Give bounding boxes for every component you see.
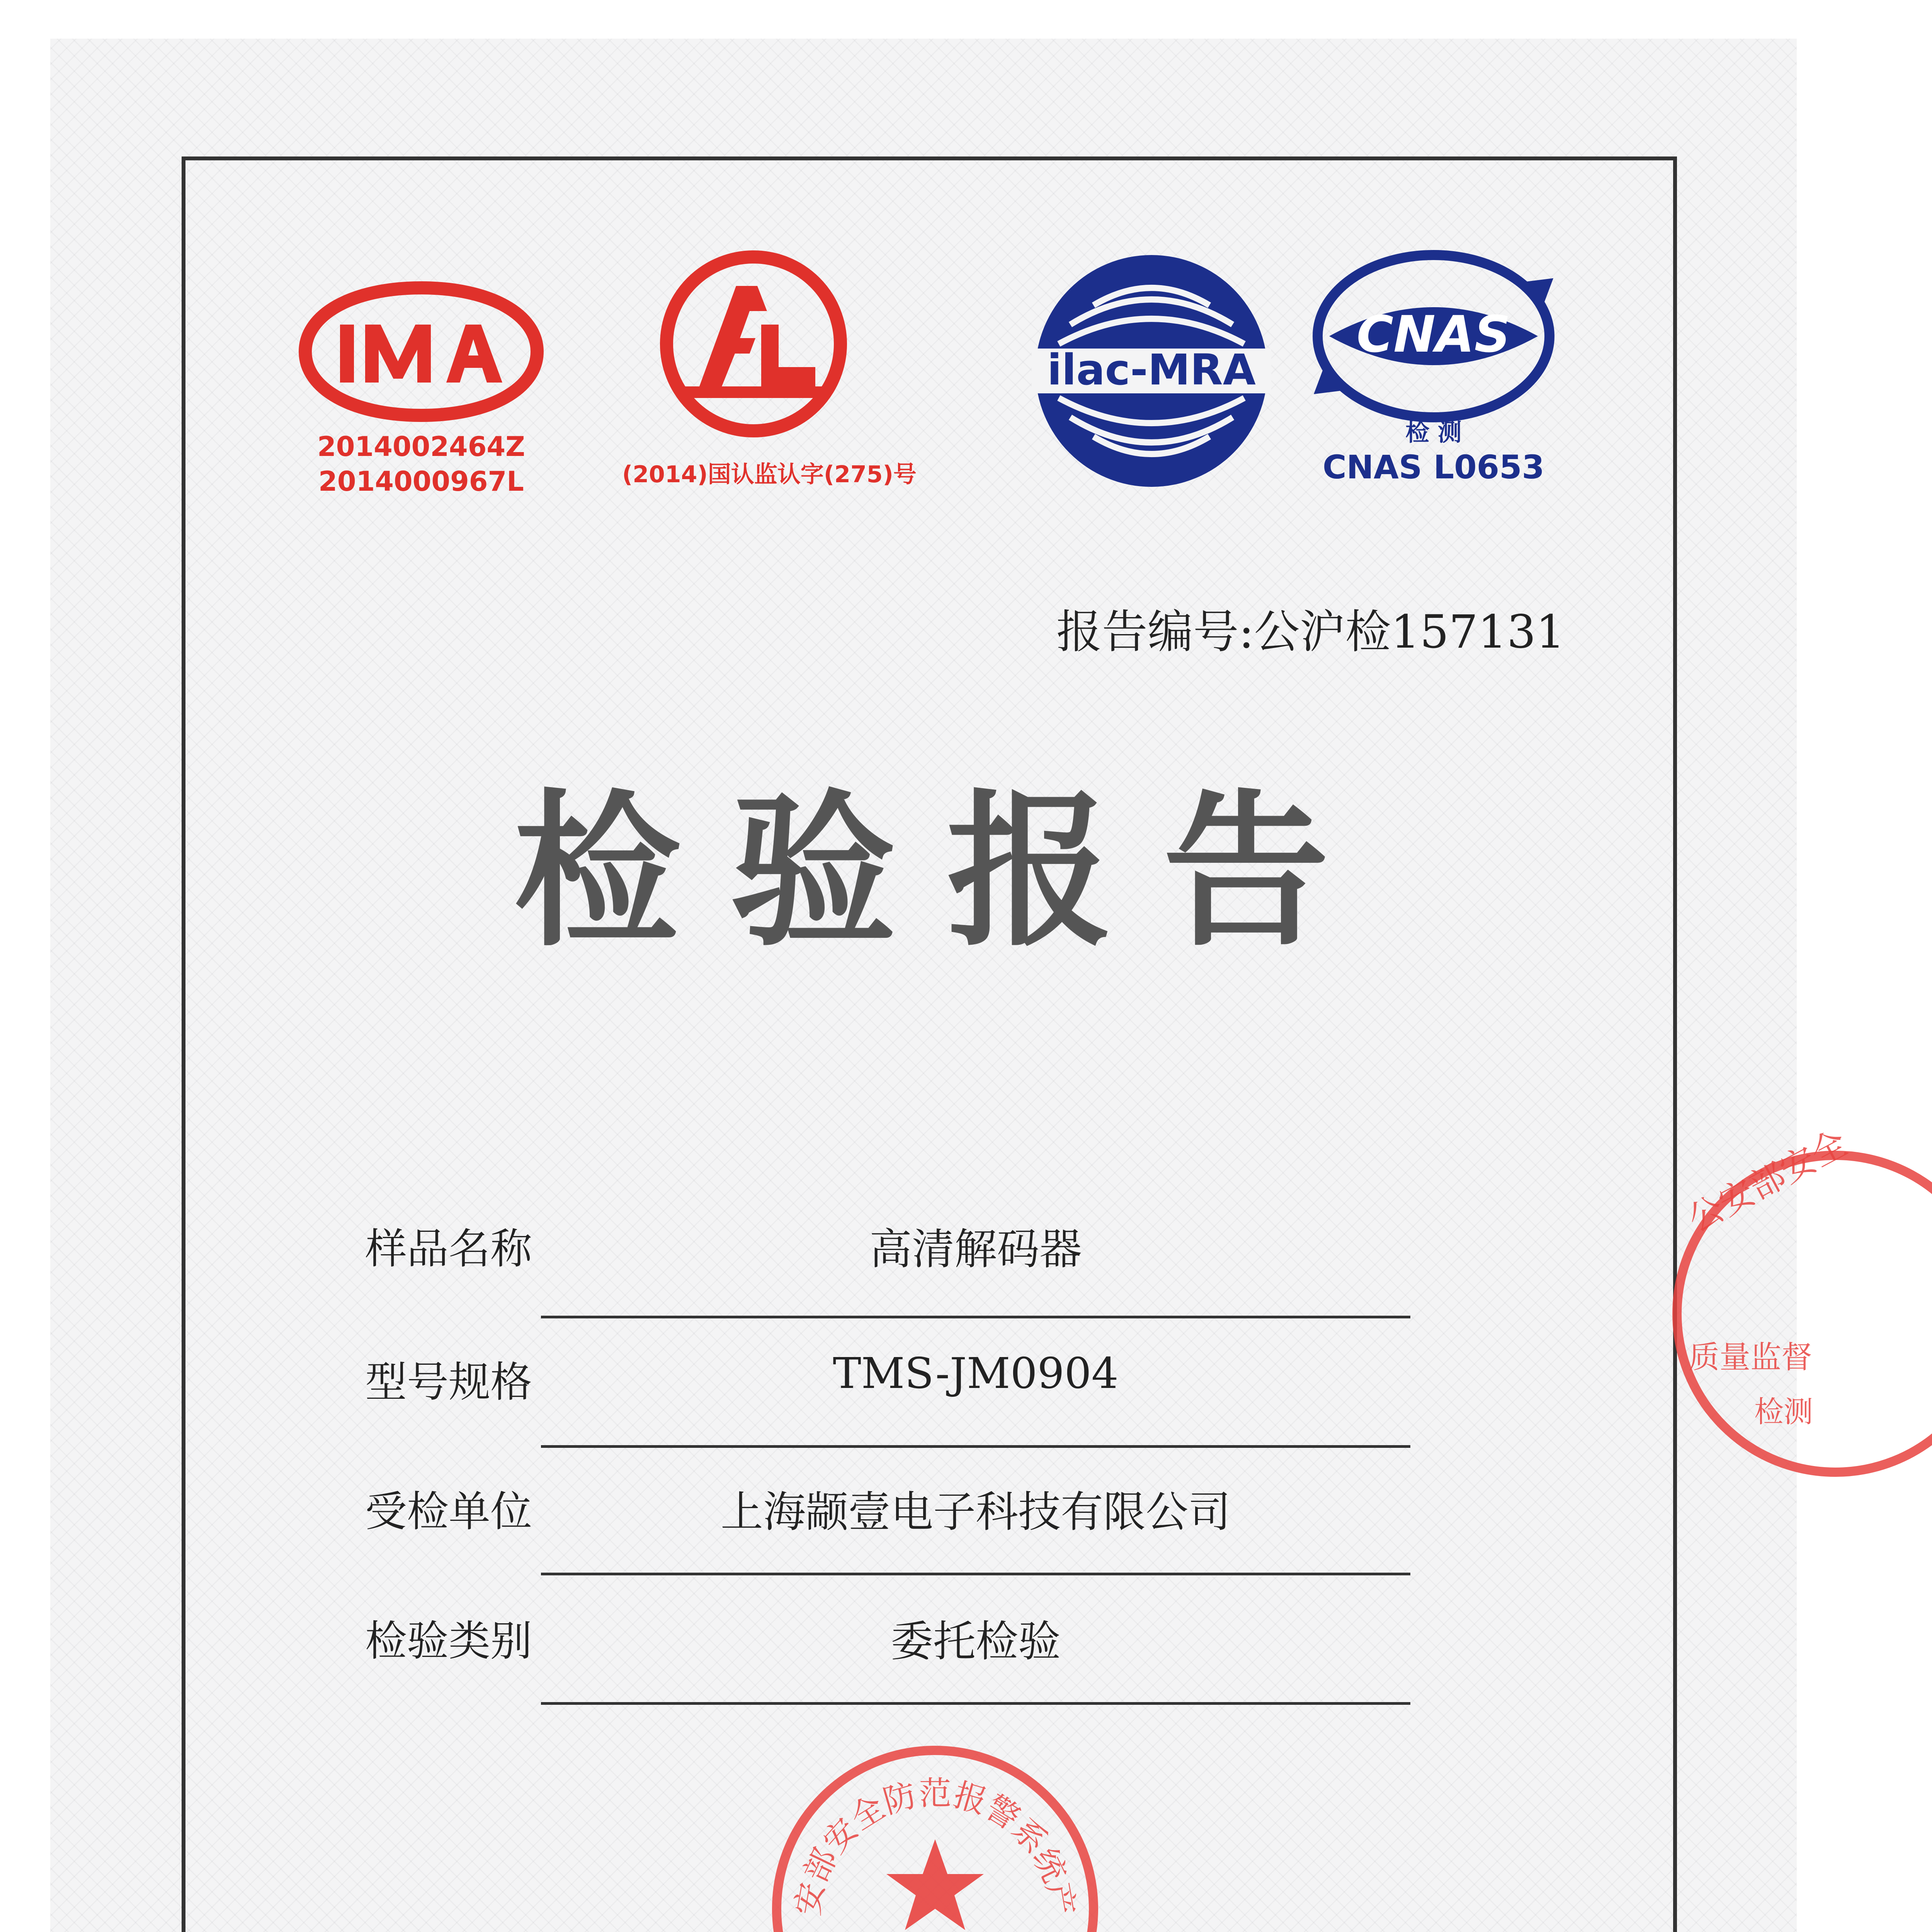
cnas-caption: CNAS L0653 [1322,448,1544,486]
field-value-sample-name: 高清解码器 [869,1225,1082,1274]
document-title: 检验报告 [514,774,1379,969]
side-seal-partial [1665,1122,1854,1484]
cal-caption: (2014)国认监认字(275)号 [622,461,917,488]
cnas-logo [1306,247,1561,486]
cnas-sub-text: 检 测 [1405,418,1462,446]
side-seal-line-1: 质量监督 [1689,1339,1812,1375]
cma-caption-2: 2014000967L [318,466,524,497]
field-label-client: 受检单位 [365,1488,532,1536]
field-label-category: 检验类别 [365,1617,532,1665]
field-value-category: 委托检验 [891,1617,1061,1666]
field-value-model: TMS-JM0904 [833,1349,1119,1398]
field-underline [541,1316,1410,1318]
cal-logo [622,247,917,488]
official-seal [765,1739,1105,1932]
side-seal-line-2: 检测 [1754,1395,1813,1429]
cma-logo [294,278,549,497]
field-underline [541,1702,1410,1705]
report-number: 报告编号:公沪检157131 [1056,605,1565,658]
field-value-client: 上海颛壹电子科技有限公司 [721,1487,1231,1537]
star-icon [886,1839,984,1930]
field-underline [541,1573,1410,1575]
cnas-logo-text: CNAS [1356,305,1511,364]
field-label-model: 型号规格 [365,1358,532,1406]
field-label-sample-name: 样品名称 [365,1225,532,1273]
ilac-mra-logo [1028,247,1275,495]
side-seal-ring-text: 公安部安全 [1681,1122,1854,1240]
seal-ring-text: 安部安全防范报警系统产 [788,1774,1082,1918]
ilac-mra-text: ilac-MRA [1047,345,1256,395]
field-underline [541,1445,1410,1448]
cma-caption-1: 2014002464Z [317,431,525,463]
